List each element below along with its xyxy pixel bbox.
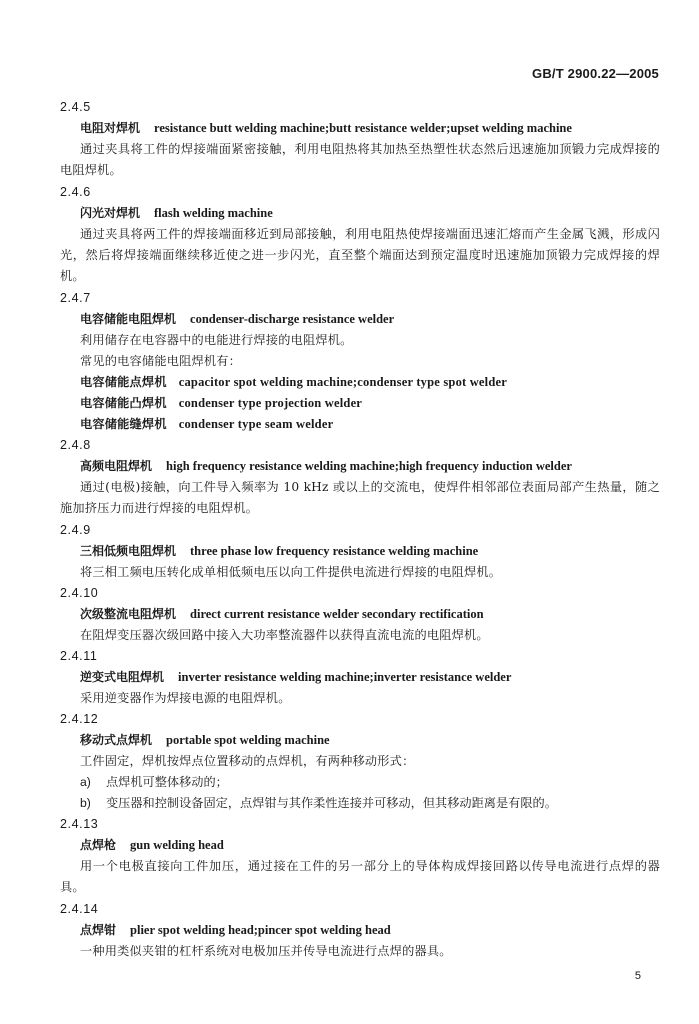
clause-2-4-7 [60,288,660,435]
list-marker: b) [80,796,91,810]
term-definition: 通过夹具将两工件的焊接端面移近到局部接触，利用电阻热使焊接端面迅速汇熔而产生金属飞溅，形成闪光，然后将焊接端面继续移近使之进一步闪光，直至整个端面达到预定温度时迅速施加顶锻力完成焊接的焊机。 [60,227,660,283]
term-definition: 利用储存在电容器中的电能进行焊接的电阻焊机。 [80,333,353,347]
term-heading [80,456,660,477]
clause-2-4-11 [60,646,660,709]
sub-term-zh: 电容储能点焊机 [80,375,167,389]
sub-term-en: capacitor spot welding machine;condenser type spot welder [178,375,508,389]
standard-code-header: GB/T 2900.22—2005 [532,66,659,81]
sub-term [80,372,660,393]
term-zh: 电阻对焊机 [80,121,141,135]
term-zh: 点焊钳 [80,923,117,937]
term-heading [80,203,660,224]
sub-term [80,414,660,435]
term-definition: 工件固定，焊机按焊点位置移动的点焊机，有两种移动形式： [80,754,415,768]
clause-2-4-10 [60,583,660,646]
clause-2-4-8 [60,435,660,519]
term-en: portable spot welding machine [166,733,330,747]
term-en: direct current resistance welder secondary rectification [190,607,484,621]
clause-2-4-14 [60,899,660,962]
term-en: resistance butt welding machine;butt resistance welder;upset welding machine [154,121,572,135]
term-heading [80,604,660,625]
clause-number: 2.4.14 [60,902,99,916]
clause-number: 2.4.7 [60,291,91,305]
clause-number: 2.4.9 [60,523,91,537]
term-definition: 通过(电极)接触，向工件导入频率为 10 kHz 或以上的交流电，使焊件相邻部位表面局部产生热量，随之施加挤压力而进行焊接的电阻焊机。 [60,480,660,515]
sub-term-en: condenser type projection welder [178,396,363,410]
term-heading [80,730,660,751]
clause-2-4-12 [60,709,660,814]
term-heading [80,118,660,139]
clause-number: 2.4.5 [60,100,91,114]
document-body [60,97,660,962]
term-heading [80,920,660,941]
term-heading [80,541,660,562]
term-en: flash welding machine [154,206,273,220]
term-en: gun welding head [130,838,224,852]
term-en: high frequency resistance welding machine;high frequency induction welder [166,459,572,473]
list-item [80,772,660,793]
list-item-text: 点焊机可整体移动的； [106,775,228,789]
term-en: plier spot welding head;pincer spot welding head [130,923,391,937]
list-intro: 常见的电容储能电阻焊机有： [80,354,242,368]
term-en: three phase low frequency resistance welding machine [190,544,479,558]
clause-number: 2.4.10 [60,586,99,600]
term-heading [80,835,660,856]
term-zh: 闪光对焊机 [80,206,141,220]
list-item-text: 变压器和控制设备固定，点焊钳与其作柔性连接并可移动，但其移动距离是有限的。 [106,796,557,810]
clause-number: 2.4.13 [60,817,99,831]
term-zh: 三相低频电阻焊机 [80,544,177,558]
term-zh: 点焊枪 [80,838,117,852]
clause-number: 2.4.8 [60,438,91,452]
term-zh: 电容储能电阻焊机 [80,312,177,326]
clause-2-4-9 [60,520,660,583]
clause-2-4-6 [60,182,660,287]
term-definition: 通过夹具将工件的焊接端面紧密接触，利用电阻热将其加热至热塑性状态然后迅速施加顶锻力完成焊接的电阻焊机。 [60,142,660,177]
sub-term-en: condenser type seam welder [178,417,334,431]
term-zh: 移动式点焊机 [80,733,153,747]
term-definition: 在阻焊变压器次级回路中接入大功率整流器件以获得直流电流的电阻焊机。 [80,628,489,642]
term-definition: 用一个电极直接向工件加压，通过接在工件的另一部分上的导体构成焊接回路以传导电流进行点焊的器具。 [60,859,660,894]
term-definition: 采用逆变器作为焊接电源的电阻焊机。 [80,691,291,705]
sub-term [80,393,660,414]
term-heading [80,667,660,688]
clause-number: 2.4.11 [60,649,98,663]
sub-term-zh: 电容储能缝焊机 [80,417,167,431]
sub-term-zh: 电容储能凸焊机 [80,396,167,410]
term-definition: 将三相工频电压转化成单相低频电压以向工件提供电流进行焊接的电阻焊机。 [80,565,502,579]
term-en: inverter resistance welding machine;inverter resistance welder [178,670,512,684]
list-marker: a) [80,775,91,789]
term-definition: 一种用类似夹钳的杠杆系统对电极加压并传导电流进行点焊的器具。 [80,944,452,958]
term-heading [80,309,660,330]
clause-2-4-13 [60,814,660,898]
clause-number: 2.4.12 [60,712,99,726]
term-en: condenser-discharge resistance welder [190,312,395,326]
clause-number: 2.4.6 [60,185,91,199]
term-zh: 次级整流电阻焊机 [80,607,177,621]
term-zh: 高频电阻焊机 [80,459,153,473]
term-zh: 逆变式电阻焊机 [80,670,165,684]
clause-2-4-5 [60,97,660,181]
list-item [80,793,660,814]
page-number: 5 [634,970,641,982]
